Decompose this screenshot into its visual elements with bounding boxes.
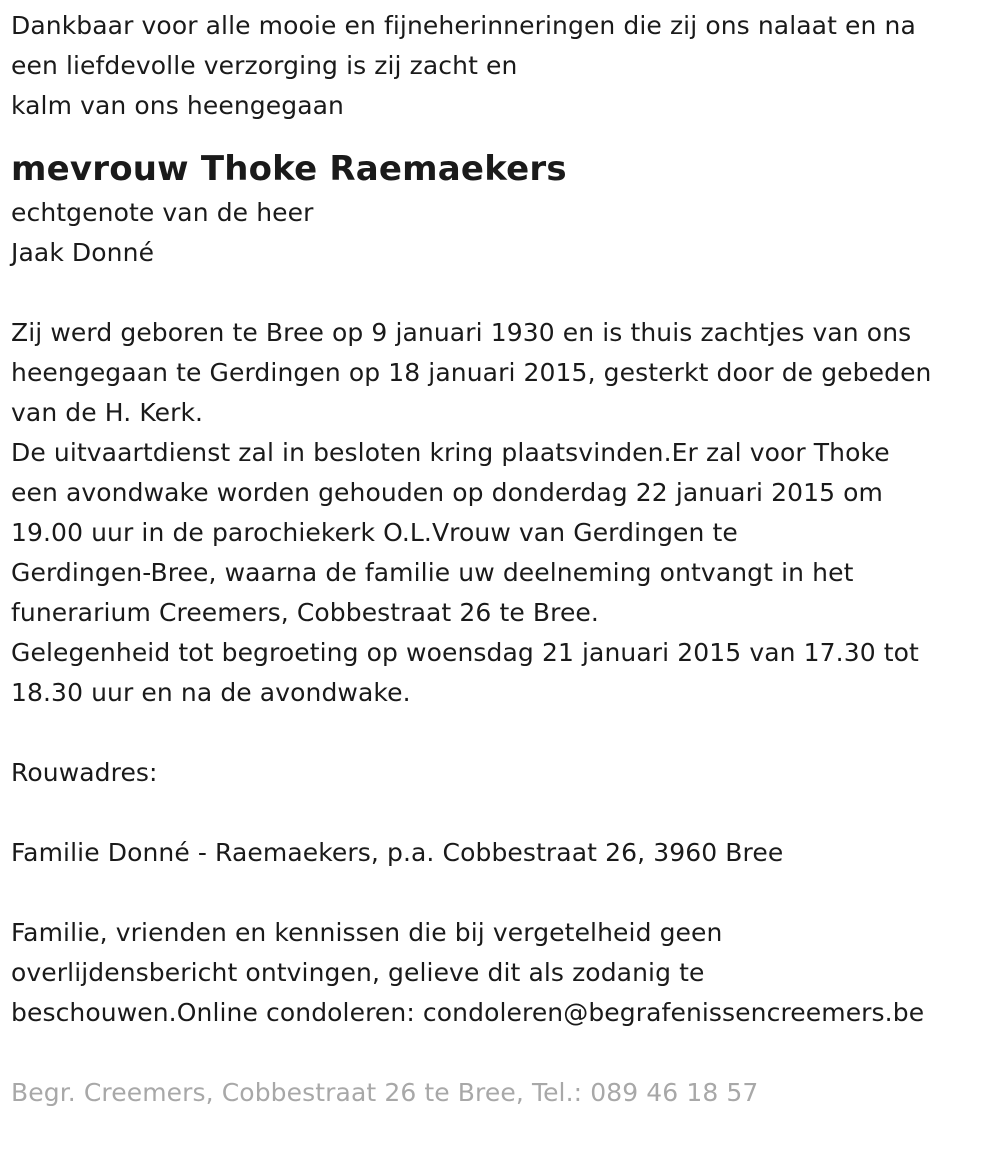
spacer: [11, 873, 1000, 913]
closing-line: beschouwen.Online condoleren: condoleren@begrafenissencreemers.be: [11, 998, 925, 1027]
body-line: 19.00 uur in de parochiekerk O.L.Vrouw van Gerdingen te: [11, 518, 738, 547]
spacer: [11, 1033, 1000, 1073]
spouse-line: Jaak Donné: [11, 238, 155, 267]
closing-line: overlijdensbericht ontvingen, gelieve dit als zodanig te: [11, 958, 705, 987]
deceased-name: mevrouw Thoke Raemaekers: [11, 149, 567, 189]
intro-line: een liefdevolle verzorging is zij zacht en: [11, 51, 518, 80]
spacer: [11, 713, 1000, 753]
spouse-line: echtgenote van de heer: [11, 198, 314, 227]
body-line: Zij werd geboren te Bree op 9 januari 1930 en is thuis zachtjes van ons: [11, 318, 912, 347]
intro-line: kalm van ons heengegaan: [11, 91, 344, 120]
body-line: 18.30 uur en na de avondwake.: [11, 678, 411, 707]
spouse-info: [11, 193, 1000, 273]
body-line: De uitvaartdienst zal in besloten kring plaatsvinden.Er zal voor Thoke: [11, 438, 890, 467]
body-line: een avondwake worden gehouden op donderdag 22 januari 2015 om: [11, 478, 883, 507]
closing-line: Familie, vrienden en kennissen die bij vergetelheid geen: [11, 918, 723, 947]
mourning-address-label: Rouwadres:: [11, 758, 158, 787]
mourning-address: Familie Donné - Raemaekers, p.a. Cobbestraat 26, 3960 Bree: [11, 838, 784, 867]
spacer: [11, 273, 1000, 313]
closing-text: [11, 913, 1000, 1033]
body-line: funerarium Creemers, Cobbestraat 26 te Bree.: [11, 598, 599, 627]
body-line: Gerdingen-Bree, waarna de familie uw deelneming ontvangt in het: [11, 558, 854, 587]
intro-text: [11, 6, 1000, 126]
body-line: Gelegenheid tot begroeting op woensdag 21 januari 2015 van 17.30 tot: [11, 638, 919, 667]
notice-body: [11, 313, 1000, 713]
body-line: van de H. Kerk.: [11, 398, 204, 427]
spacer: [11, 793, 1000, 833]
body-line: heengegaan te Gerdingen op 18 januari 2015, gesterkt door de gebeden: [11, 358, 932, 387]
intro-line: Dankbaar voor alle mooie en fijneherinneringen die zij ons nalaat en na: [11, 11, 916, 40]
funeral-home-footer: Begr. Creemers, Cobbestraat 26 te Bree, Tel.: 089 46 18 57: [11, 1078, 759, 1107]
